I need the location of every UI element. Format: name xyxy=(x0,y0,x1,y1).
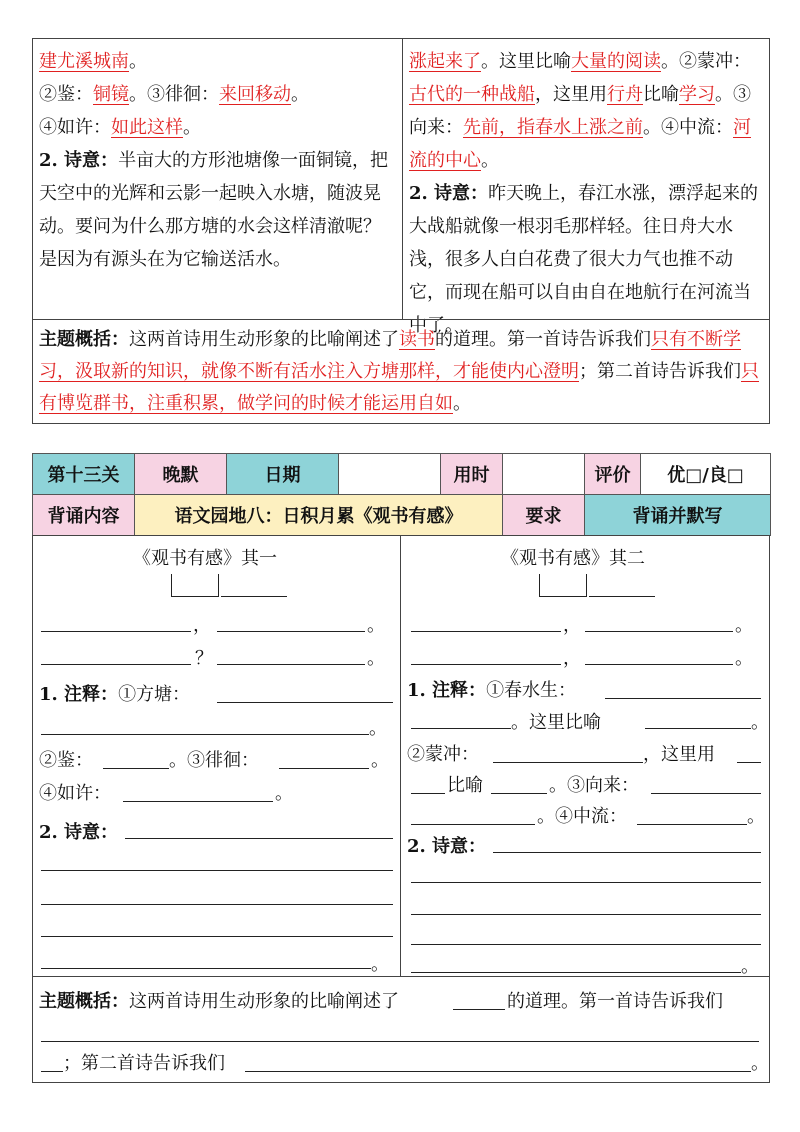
note-label: 。③徘徊： xyxy=(129,84,219,105)
note-label: ④如许： xyxy=(39,117,111,138)
meaning-blank[interactable] xyxy=(411,944,761,945)
content-label: 背诵内容 xyxy=(33,495,135,536)
verse-blank[interactable] xyxy=(411,664,561,665)
verse-blank[interactable] xyxy=(217,664,365,665)
note-blank[interactable] xyxy=(491,793,547,794)
note-blank[interactable] xyxy=(651,793,761,794)
note-text: 。这里比喻 xyxy=(481,51,571,72)
theme-label: 主题概括： xyxy=(39,329,129,350)
meaning-blank[interactable] xyxy=(411,914,761,915)
answer-text: 行舟 xyxy=(607,84,643,105)
requirement-label: 要求 xyxy=(503,495,585,536)
verse-blank[interactable] xyxy=(41,664,191,665)
content-value: 语文园地八：日积月累《观书有感》 xyxy=(135,495,503,536)
punctuation: 。 xyxy=(735,648,753,669)
punctuation: 。 xyxy=(183,117,201,138)
requirement-value: 背诵并默写 xyxy=(585,495,771,536)
punctuation: 。 xyxy=(453,393,471,414)
level-header-table xyxy=(32,453,771,536)
poem-title: 《观书有感》其一 xyxy=(133,548,277,569)
theme-text: 这两首诗用生动形象的比喻阐述了 xyxy=(129,329,399,350)
punctuation: 。 xyxy=(371,954,389,975)
punctuation: 。 xyxy=(369,718,387,739)
punctuation: 。 xyxy=(367,615,385,636)
answer-box xyxy=(32,38,770,424)
answer-text: 学习 xyxy=(679,84,715,105)
meaning-blank[interactable] xyxy=(411,972,741,973)
answer-theme-summary xyxy=(33,319,769,423)
note-label: 1. 注释： xyxy=(407,680,487,701)
answer-text: 读书 xyxy=(399,329,435,350)
meaning-blank[interactable] xyxy=(493,852,761,853)
punctuation: ， xyxy=(193,615,211,636)
punctuation: 。 xyxy=(367,648,385,669)
note-label: ①春水生： xyxy=(486,680,577,701)
meaning-text: 昨天晚上，春江水涨，漂浮起来的大战船就像一根羽毛那样轻。往日舟大水浅，很多人白白花费了很大力气也推不动它，而现在船可以自由自在地航行在河流当中了。 xyxy=(409,183,759,336)
meaning-label: 2. 诗意： xyxy=(39,822,119,843)
answer-text: 铜镜 xyxy=(93,84,129,105)
punctuation: 。 xyxy=(735,615,753,636)
note-blank[interactable] xyxy=(411,728,511,729)
date-field[interactable] xyxy=(339,454,441,495)
punctuation: 。 xyxy=(747,806,765,827)
note-text: 。③向来： xyxy=(409,84,751,138)
punctuation: 。 xyxy=(741,956,759,977)
answer-text: 只有不断学习，汲取新的知识，就像不断有活水注入方塘那样，才能使内心澄明 xyxy=(39,329,741,382)
note-label: ，这里用 xyxy=(643,744,715,765)
answer-text: 建尤溪城南 xyxy=(39,51,129,72)
note-blank[interactable] xyxy=(217,702,393,703)
theme-blank[interactable] xyxy=(453,1009,505,1010)
answer-text: 涨起来了 xyxy=(409,51,481,72)
note-label: ②鉴： xyxy=(39,750,93,771)
answer-text: 河流的中心 xyxy=(409,117,751,171)
dynasty-blank[interactable] xyxy=(539,574,587,597)
author-blank[interactable] xyxy=(589,596,655,597)
meaning-blank[interactable] xyxy=(41,904,393,905)
note-blank[interactable] xyxy=(637,824,747,825)
note-label: 。④中流： xyxy=(537,806,627,827)
note-blank[interactable] xyxy=(737,762,761,763)
poem-title: 《观书有感》其二 xyxy=(501,548,645,569)
meaning-label: 2. 诗意： xyxy=(39,150,119,171)
note-blank[interactable] xyxy=(411,824,535,825)
answer-text: 先前，指春水上涨之前 xyxy=(463,117,643,138)
punctuation: 。 xyxy=(371,750,389,771)
punctuation: 。 xyxy=(481,150,499,171)
theme-text: 的道理。第一首诗告诉我们 xyxy=(507,991,723,1012)
answer-poem-two xyxy=(403,39,769,336)
meaning-blank[interactable] xyxy=(41,968,371,969)
meaning-blank[interactable] xyxy=(41,936,393,937)
date-label: 日期 xyxy=(227,454,339,495)
theme-text: 的道理。第一首诗告诉我们 xyxy=(435,329,651,350)
answer-text: 如此这样 xyxy=(111,117,183,138)
note-text: 。②蒙冲： xyxy=(661,51,751,72)
note-blank[interactable] xyxy=(279,768,369,769)
note-blank[interactable] xyxy=(605,698,761,699)
practice-poem-two xyxy=(401,536,769,976)
theme-text: ；第二首诗告诉我们 xyxy=(63,1053,225,1074)
meaning-blank[interactable] xyxy=(41,870,393,871)
answer-text: 只有博览群书，注重积累，做学问的时候才能运用自如 xyxy=(39,361,759,414)
theme-text: 这两首诗用生动形象的比喻阐述了 xyxy=(129,991,399,1012)
note-label: 。这里比喻 xyxy=(511,712,601,733)
note-blank[interactable] xyxy=(41,734,369,735)
note-text: ，这里用 xyxy=(535,84,607,105)
answer-text: 古代的一种战船 xyxy=(409,84,535,105)
punctuation: ， xyxy=(563,648,581,669)
note-label: 1. 注释： xyxy=(39,684,119,705)
time-of-day: 晚默 xyxy=(135,454,227,495)
answer-text: 大量的阅读 xyxy=(571,51,661,72)
dynasty-blank[interactable] xyxy=(171,574,219,597)
note-text: 比喻 xyxy=(643,84,679,105)
note-blank[interactable] xyxy=(645,728,751,729)
theme-text: ；第二首诗告诉我们 xyxy=(579,361,741,382)
note-label: 比喻 xyxy=(447,775,483,796)
answer-text: 来回移动 xyxy=(219,84,291,105)
author-blank[interactable] xyxy=(221,596,287,597)
meaning-blank[interactable] xyxy=(411,882,761,883)
punctuation: 。 xyxy=(751,1053,769,1074)
verse-blank[interactable] xyxy=(217,631,365,632)
meaning-text: 半亩大的方形池塘像一面铜镜，把天空中的光辉和云影一起映入水塘，随波晃动。要问为什么那方塘的水会这样清澈呢？是因为有源头在为它输送活水。 xyxy=(39,150,389,270)
punctuation: 。 xyxy=(129,51,147,72)
note-blank[interactable] xyxy=(103,768,169,769)
punctuation: 。 xyxy=(751,712,769,733)
note-blank[interactable] xyxy=(411,793,445,794)
answer-poem-one xyxy=(33,39,403,319)
note-blank[interactable] xyxy=(123,801,273,802)
note-text: 。④中流： xyxy=(643,117,733,138)
practice-box xyxy=(32,535,770,1083)
duration-field[interactable] xyxy=(503,454,585,495)
meaning-label: 2. 诗意： xyxy=(407,836,487,857)
note-label: 。③徘徊： xyxy=(169,750,259,771)
punctuation: ？ xyxy=(195,648,213,669)
verse-blank[interactable] xyxy=(41,631,191,632)
punctuation: ， xyxy=(563,615,581,636)
theme-blank[interactable] xyxy=(41,1071,63,1072)
practice-poem-one xyxy=(33,536,401,976)
rating-label: 评价 xyxy=(585,454,641,495)
note-label: 。③向来： xyxy=(549,775,639,796)
practice-theme-summary xyxy=(33,976,769,1082)
theme-blank[interactable] xyxy=(41,1041,759,1042)
theme-blank[interactable] xyxy=(245,1071,751,1072)
theme-label: 主题概括： xyxy=(39,991,129,1012)
note-label: ②鉴： xyxy=(39,84,93,105)
note-label: ②蒙冲： xyxy=(407,744,479,765)
note-label: ④如许： xyxy=(39,783,111,804)
punctuation: 。 xyxy=(291,84,309,105)
level-title: 第十三关 xyxy=(33,454,135,495)
verse-blank[interactable] xyxy=(585,664,733,665)
duration-label: 用时 xyxy=(441,454,503,495)
note-label: ①方塘： xyxy=(118,684,191,705)
rating-checkboxes[interactable]: 优□/良□ xyxy=(641,454,771,495)
meaning-label: 2. 诗意： xyxy=(409,183,489,204)
verse-blank[interactable] xyxy=(411,631,561,632)
note-blank[interactable] xyxy=(493,762,643,763)
punctuation: 。 xyxy=(275,783,293,804)
meaning-blank[interactable] xyxy=(125,838,393,839)
verse-blank[interactable] xyxy=(585,631,733,632)
